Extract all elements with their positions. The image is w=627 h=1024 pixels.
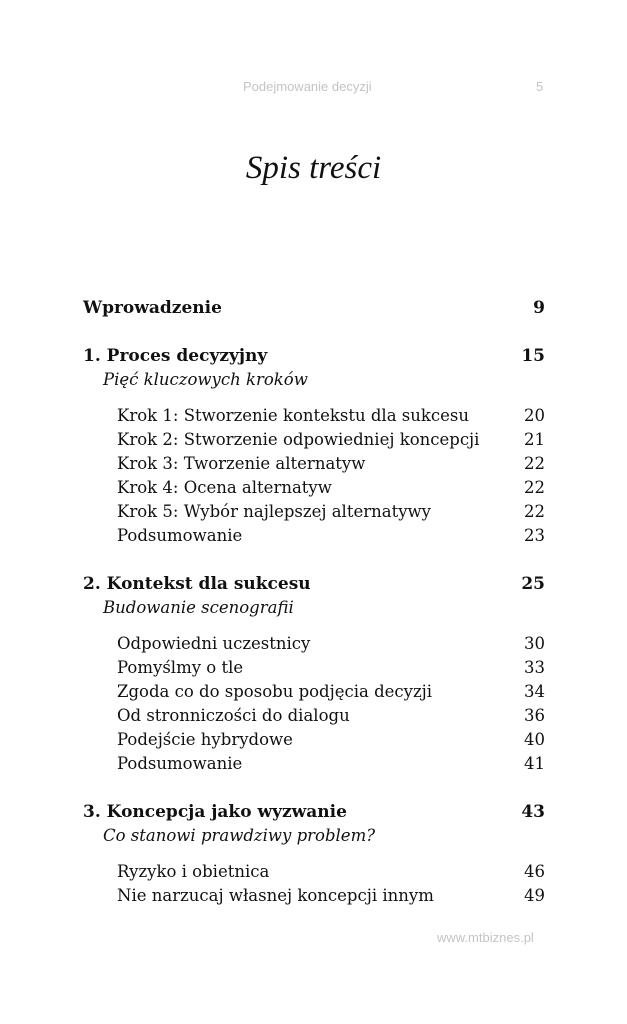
toc-section-page: 20 [524, 406, 545, 425]
toc-entry-introduction[interactable] [83, 296, 545, 320]
toc-section-label: Zgoda co do sposobu podjęcia decyzji [117, 682, 433, 701]
toc-chapter-page: 15 [521, 346, 545, 366]
toc-chapter-subtitle: Co stanowi prawdziwy problem? [103, 826, 376, 845]
toc-section-label: Podejście hybrydowe [117, 730, 293, 749]
toc-chapter-3[interactable] [83, 800, 545, 824]
toc-chapter-subtitle: Pięć kluczowych kroków [103, 370, 308, 389]
toc-section-entry[interactable] [83, 452, 545, 476]
toc-section-entry[interactable] [83, 680, 545, 704]
toc-section-label: Podsumowanie [117, 526, 243, 545]
toc-section-label: Nie narzucaj własnej koncepcji innym [117, 886, 434, 905]
toc-section-page: 22 [524, 454, 545, 473]
toc-chapter-page: 43 [521, 802, 545, 822]
toc-chapter-label: 1. Proces decyzyjny [83, 346, 268, 366]
toc-section-page: 46 [524, 862, 545, 881]
toc-section-page: 41 [524, 754, 545, 773]
toc-chapter-subtitle: Budowanie scenografii [103, 598, 294, 617]
toc-section-entry[interactable] [83, 728, 545, 752]
running-header-page-number: 5 [536, 79, 544, 94]
toc-section-page: 36 [524, 706, 545, 725]
running-header [0, 79, 627, 97]
toc-chapter-2[interactable] [83, 572, 545, 596]
toc-section-label: Krok 3: Tworzenie alternatyw [117, 454, 366, 473]
toc-section-entry[interactable] [83, 752, 545, 776]
table-of-contents [83, 296, 545, 908]
toc-section-page: 49 [524, 886, 545, 905]
toc-section-label: Krok 1: Stworzenie kontekstu dla sukcesu [117, 406, 469, 425]
toc-section-entry[interactable] [83, 632, 545, 656]
toc-section-page: 33 [524, 658, 545, 677]
toc-section-entry[interactable] [83, 428, 545, 452]
toc-section-label: Krok 2: Stworzenie odpowiedniej koncepcji [117, 430, 480, 449]
toc-entry-page: 9 [533, 298, 545, 318]
toc-section-page: 40 [524, 730, 545, 749]
toc-chapter-1[interactable] [83, 344, 545, 368]
toc-chapter-page: 25 [521, 574, 545, 594]
toc-section-label: Krok 5: Wybór najlepszej alternatywy [117, 502, 431, 521]
toc-section-page: 30 [524, 634, 545, 653]
running-header-title: Podejmowanie decyzji [243, 79, 372, 94]
page-title: Spis treści [245, 150, 382, 186]
toc-entry-label: Wprowadzenie [83, 298, 222, 318]
toc-section-entry[interactable] [83, 404, 545, 428]
footer-url: www.mtbiznes.pl [437, 930, 534, 945]
toc-section-entry[interactable] [83, 500, 545, 524]
toc-section-entry[interactable] [83, 704, 545, 728]
toc-section-label: Podsumowanie [117, 754, 243, 773]
toc-section-label: Od stronniczości do dialogu [117, 706, 350, 725]
toc-section-label: Odpowiedni uczestnicy [117, 634, 311, 653]
toc-section-page: 21 [524, 430, 545, 449]
toc-section-entry[interactable] [83, 524, 545, 548]
toc-section-entry[interactable] [83, 884, 545, 908]
toc-chapter-label: 3. Koncepcja jako wyzwanie [83, 802, 347, 822]
toc-section-page: 23 [524, 526, 545, 545]
toc-chapter-label: 2. Kontekst dla sukcesu [83, 574, 311, 594]
toc-section-page: 22 [524, 502, 545, 521]
toc-section-page: 34 [524, 682, 545, 701]
toc-section-page: 22 [524, 478, 545, 497]
toc-section-entry[interactable] [83, 476, 545, 500]
toc-section-entry[interactable] [83, 656, 545, 680]
toc-section-label: Ryzyko i obietnica [117, 862, 270, 881]
toc-section-entry[interactable] [83, 860, 545, 884]
toc-section-label: Pomyślmy o tle [117, 658, 244, 677]
toc-section-label: Krok 4: Ocena alternatyw [117, 478, 332, 497]
